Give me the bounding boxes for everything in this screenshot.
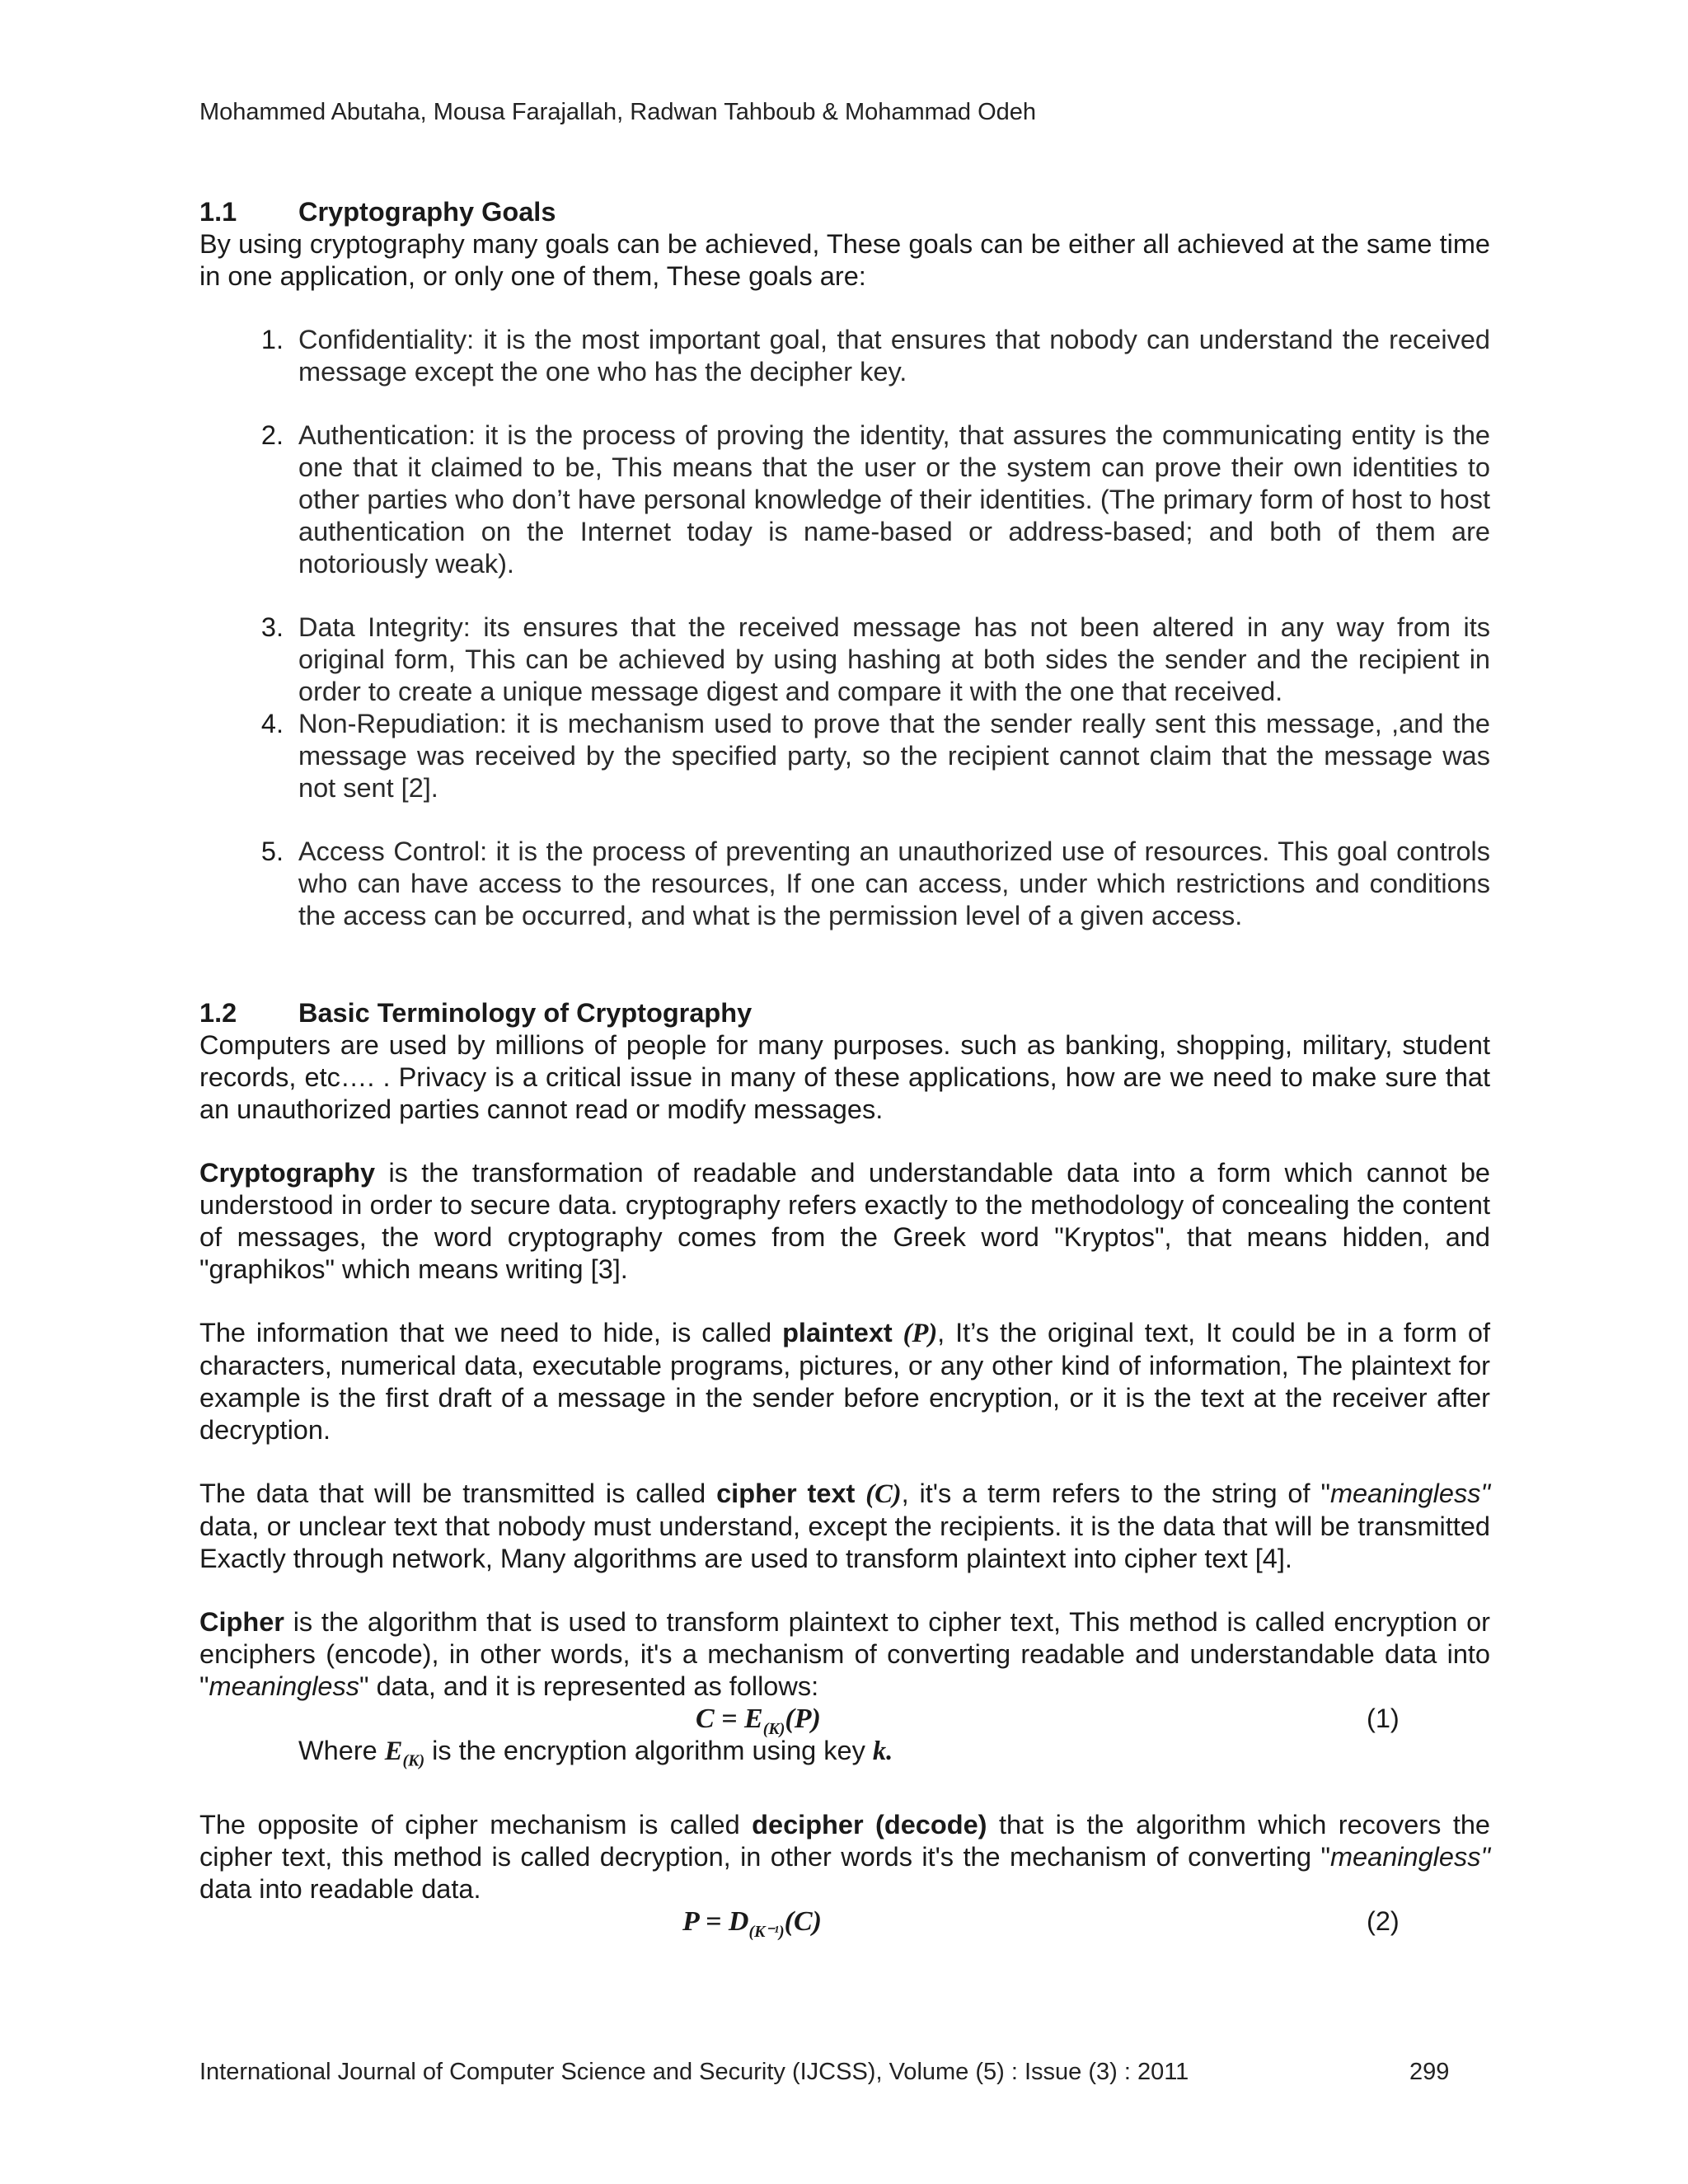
goal-item [199,708,1490,804]
section-title: Basic Terminology of Cryptography [298,998,753,1028]
paragraph-cipher [199,1606,1490,1703]
goal-item [199,836,1490,932]
goal-number: 2. [260,420,284,450]
symbol-e: E [384,1736,403,1766]
term-cipher-text: cipher text [716,1479,856,1508]
goal-item [199,612,1490,708]
goal-text: Confidentiality: it is the most important goal, that ensures that nobody can understand the received message except the one who has the decipher key. [298,325,1490,387]
where-line [199,1735,1490,1778]
goal-item [199,419,1490,580]
paragraph-text: , It’s the original text, It could be in a form of characters, numerical data, executable programs, pictures, or any other kind of information, The plaintext for example is the first draft of a message in the sender before encryption, or it is the text at the receiver after decryption. [199,1318,1490,1445]
paragraph-text: data into readable data. [199,1873,481,1904]
running-header-authors: Mohammed Abutaha, Mousa Farajallah, Radwan Tahboub & Mohammad Odeh [199,99,1037,125]
paragraph-text: The information that we need to hide, is called [199,1318,783,1347]
goal-number: 4. [260,709,284,738]
term-plaintext: plaintext [782,1318,893,1347]
goals-list [199,324,1490,932]
term-cryptography: Cryptography [199,1158,376,1188]
goal-text: Authentication: it is the process of proving the identity, that assures the communicating entity is the one that it claimed to be, This means that the user or the system can prove their own identities to other parties who don’t have personal knowledge of their identities. (The primary form of host to host authentication on the Internet today is name-based or address-based; and both of them are notoriously weak). [298,420,1490,579]
paragraph-text: " data, and it is represented as follows: [359,1671,819,1701]
paragraph-decipher [199,1809,1490,1905]
section-number: 1.2 [199,998,237,1028]
eq-sub: (K) [762,1719,785,1738]
symbol-e-sub: (K) [402,1751,425,1770]
paragraph-text: , it's a term refers to the string of " [901,1479,1330,1508]
symbol-k: k. [872,1736,893,1766]
term-cipher: Cipher [199,1607,284,1637]
paragraph-cryptography [199,1157,1490,1286]
eq-rhs: (C) [784,1905,822,1937]
symbol-p: (P) [903,1319,938,1348]
section-title: Cryptography Goals [298,197,556,227]
italic-meaningless: meaningless" [1329,1479,1490,1508]
paragraph-text: The opposite of cipher mechanism is called [199,1809,753,1840]
page-body [199,196,1491,1941]
equation-1-formula [696,1703,821,1746]
page-number: 299 [1409,2059,1450,2085]
paragraph-text: is the algorithm that is used to transform plaintext to cipher text, This method is called encryption or enciphers (encode), in other words, it's a mechanism of converting readable and understandable data into " [199,1607,1490,1701]
italic-meaningless: meaningless [209,1671,360,1701]
goal-number: 1. [260,325,284,354]
section-heading-1-1 [199,196,1490,228]
paragraph-text: Where [298,1736,385,1765]
paragraph-text: The data that will be transmitted is called [199,1479,717,1508]
paragraph-plaintext [199,1317,1490,1446]
term-decipher: decipher (decode) [752,1809,987,1840]
goal-item [199,324,1490,388]
eq-lhs: C = E [696,1704,763,1734]
eq-rhs: (P) [785,1704,821,1734]
paragraph-text: data, or unclear text that nobody must understand, except the recipients. it is the data that will be transmitted Exactly through network, Many algorithms are used to transform plaintext into cipher text [4]. [199,1511,1490,1573]
italic-meaningless: meaningless" [1329,1841,1490,1872]
section-heading-1-2 [199,997,1490,1029]
paragraph-text: that is the algorithm which recovers the cipher text, this method is called decryption, in other words it's the mechanism of converting " [199,1809,1491,1872]
equation-2-number: (2) [1367,1905,1400,1936]
paragraph-text: is the encryption algorithm using key [424,1736,873,1765]
paragraph-intro: Computers are used by millions of people for many purposes. such as banking, shopping, military, student records, etc…. . Privacy is a critical issue in many of these applications, how are we need to make sure that an unauthorized parties cannot read or modify messages. [199,1030,1490,1124]
section-intro: By using cryptography many goals can be achieved, These goals can be either all achieved at the same time in one application, or only one of them, These goals are: [199,229,1490,291]
goal-number: 5. [260,837,284,866]
paragraph-ciphertext [199,1478,1490,1575]
eq-sub: (K⁻¹) [748,1922,785,1941]
equation-1-number: (1) [1367,1704,1400,1733]
running-footer-journal: International Journal of Computer Science and Security (IJCSS), Volume (5) : Issue (3) : 2011 [199,2059,1189,2085]
equation-2-formula [682,1905,822,1948]
goal-number: 3. [260,612,284,642]
equation-1 [199,1703,1490,1738]
symbol-c: (C) [865,1479,902,1509]
goal-text: Access Control: it is the process of preventing an unauthorized use of resources. This goal controls who can have access to the resources, If one can access, under which restrictions and conditions the access can be occurred, and what is the permission level of a given access. [298,837,1490,930]
section-number: 1.1 [199,197,237,227]
goal-text: Non-Repudiation: it is mechanism used to prove that the sender really sent this message, ,and the message was received by the specified party, so the recipient cannot claim that the message was not sent [2]. [298,709,1490,803]
goal-text: Data Integrity: its ensures that the received message has not been altered in any way from its original form, This can be achieved by using hashing at both sides the sender and the recipient in order to create a unique message digest and compare it with the one that received. [298,612,1490,706]
paragraph-text: is the transformation of readable and understandable data into a form which cannot be understood in order to secure data. cryptography refers exactly to the methodology of concealing the content of messages, the word cryptography comes from the Greek word "Kryptos", that means hidden, and "graphikos" which means writing [3]. [199,1158,1490,1284]
eq-lhs: P = D [682,1905,749,1937]
equation-2 [199,1905,1490,1941]
